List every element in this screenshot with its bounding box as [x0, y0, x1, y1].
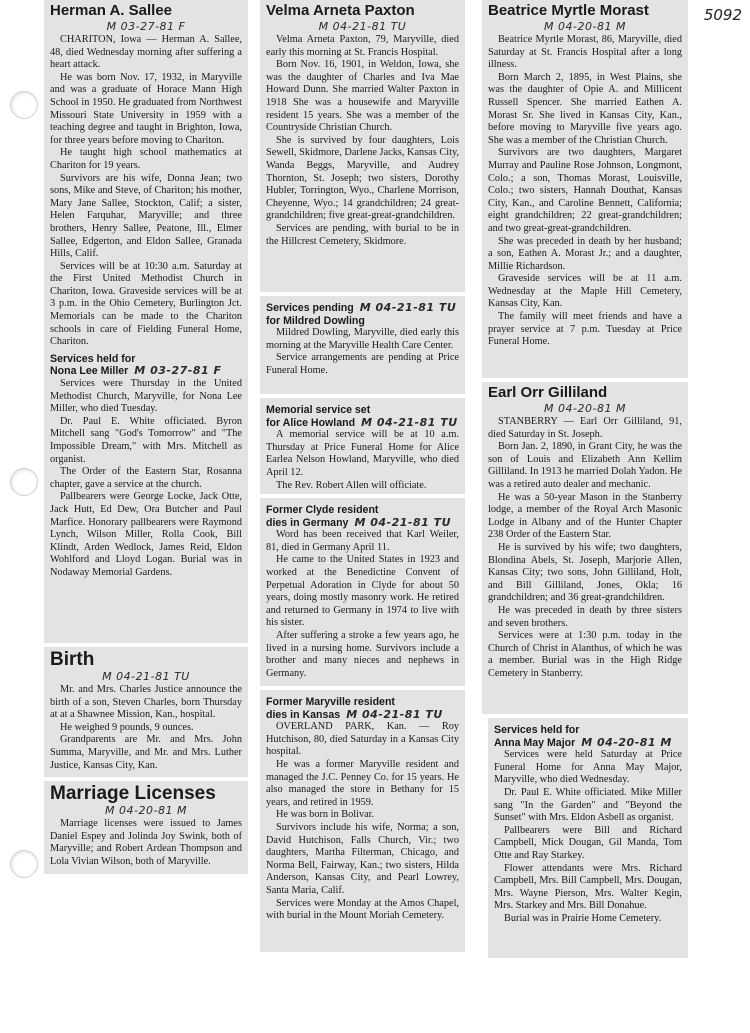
handwritten-date: M 04-20-81 M: [544, 402, 626, 415]
handwritten-date: M 04-21-81 TU: [346, 707, 443, 721]
paragraph: Dr. Paul E. White officiated. Byron Mitchell sang "God's Tomorrow" and "The Impossible Dream," with Mrs. Mitchell as organist.: [50, 415, 242, 465]
clipping-roy-hutchison: [260, 690, 465, 952]
obituary-body: [488, 34, 682, 349]
obituary-body: [494, 749, 682, 925]
paragraph: Pallbearers were George Locke, Jack Otte, Jack Hutt, Ed Dew, Ora Butcher and Paul Marfice. Honorary pallbearers were Raymond Lynch, Wilson Miller, Rolla Cook, Bill Klindt, Arden Wedlock, James Reid, Eldon Wohlford and Lloyd Logan. Burial was in Nodaway Memorial Gardens.: [50, 491, 242, 578]
paragraph: Services will be at 10:30 a.m. Saturday at the First United Methodist Church in Chariton, Iowa. Graveside services will be at 3 p.m. in the Ohio Cemetery, Burlington Jct. Memorials can be made to the Chariton schools in care of Fielding Funeral Home, Chariton.: [50, 260, 242, 348]
paragraph: He was preceded in death by three sisters and seven brothers.: [488, 604, 682, 629]
paragraph: Services are pending, with burial to be in the Hillcrest Cemetery, Skidmore.: [266, 222, 459, 247]
obituary-title: Services pending M 04-21-81 TU: [266, 301, 457, 314]
paragraph: He came to the United States in 1923 and worked at the Benedictine Convent of Perpetual Adoration in Clyde for about 50 years, doing mostly masonry work. He retired and returned to Germany in 1974 to live with his sister.: [266, 554, 459, 629]
handwritten-date: M 03-27-81 F: [106, 20, 186, 33]
paragraph: He was born Nov. 17, 1932, in Maryville and was a graduate of Horace Mann High School in 1950. He graduated from Northwest Missouri State University in 1959 with a teaching degree and taught in Brighton, Iowa, for three years before moving to Chariton.: [50, 71, 242, 146]
clipping-anna-may-major: [488, 718, 688, 958]
paragraph: Service arrangements are pending at Price Funeral Home.: [266, 352, 459, 376]
paragraph: The Order of the Eastern Star, Rosanna chapter, gave a service at the church.: [50, 466, 242, 490]
obituary-body: [266, 429, 459, 492]
binder-hole: [10, 850, 38, 878]
paragraph: Burial was in Prairie Home Cemetery.: [504, 912, 662, 924]
paragraph: Mildred Dowling, Maryville, died early this morning at the Maryville Health Care Center.: [266, 327, 459, 351]
obituary-body: [266, 721, 459, 923]
obituary-title: Memorial service set: [266, 404, 371, 416]
obituary-title: Beatrice Myrtle Morast: [488, 2, 649, 19]
paragraph: He is survived by his wife; two daughters, Blondina Abels, St. Joseph, Marjorie Allen, Kansas City; two sons, John Gilliland, Holt, and Bill Gilliland, Jones, Okla; 16 grandchildren; and 36 great-grandchildren.: [488, 541, 682, 604]
obituary-subtitle: for Mildred Dowling: [266, 314, 365, 327]
clipping-karl-weiler: [260, 498, 465, 686]
clipping-marriage-licenses: [44, 781, 248, 874]
paragraph: Survivors include his wife, Norma; a son, David Hutchison, Falls Church, Vir.; two daughters, Martha Filterman, Chicago, and Norma Bell, Fairway, Kan.; two sisters, Hilda Anderson, Kansas City, and Pearl Lowrey, Santa Maria, Calif.: [266, 821, 459, 896]
section-title: Birth: [50, 649, 95, 670]
obituary-body: [50, 34, 242, 349]
obituary-title: Velma Arneta Paxton: [266, 2, 415, 19]
paragraph: Mr. and Mrs. Charles Justice announce the birth of a son, Steven Charles, born Thursday at at a Shawnee Mission, Kan., hospital.: [50, 684, 242, 721]
paragraph: Services were Thursday in the United Methodist Church, Maryville, for Nona Lee Miller, who died Tuesday.: [50, 378, 242, 415]
paragraph: He was a former Maryville resident and managed the J.C. Penney Co. for 15 years. He also managed the store in Bethany for 15 years, and retired in 1959.: [266, 758, 459, 808]
paragraph: She was preceded in death by her husband; a son, Eathen A. Morast Jr.; and a daughter, Millie Richardson.: [488, 235, 682, 272]
clipping-birth: [44, 647, 248, 777]
paragraph: Beatrice Myrtle Morast, 86, Maryville, died Saturday at St. Francis Hospital after a long illness.: [488, 34, 682, 71]
paragraph: Graveside services will be at 11 a.m. Wednesday at the Maple Hill Cemetery, Kansas City, Kan.: [488, 273, 682, 310]
handwritten-date: M 04-20-81 M: [544, 20, 626, 33]
paragraph: He taught high school mathematics at Chariton for 19 years.: [50, 147, 242, 171]
obituary-subtitle: Nona Lee Miller M 03-27-81 F: [50, 364, 222, 378]
obituary-title: Former Maryville resident: [266, 696, 395, 708]
obituary-subtitle: Anna May Major M 04-20-81 M: [494, 735, 672, 749]
obituary-title: Former Clyde resident: [266, 504, 379, 516]
handwritten-date: M 04-21-81 TU: [361, 415, 458, 429]
handwritten-date: M 04-21-81 TU: [359, 301, 457, 314]
handwritten-date: M 03-27-81 F: [134, 364, 222, 378]
clipping-mildred-dowling: [260, 296, 465, 394]
paragraph: Pallbearers were Bill and Richard Campbell, Mick Dougan, Gil Manda, Tom Otte and Ray Starkey.: [494, 824, 682, 861]
obituary-title: Services held for: [494, 724, 580, 736]
paragraph: Services were Monday at the Amos Chapel, with burial in the Mount Moriah Cemetery.: [266, 897, 459, 922]
obituary-body: [266, 327, 459, 377]
paragraph: Marriage licenses were issued to James Daniel Espey and Jolinda Joy Swink, both of Maryville; and Robert Ardean Thompson and Lola Vivian Wilson, both of Maryville.: [50, 818, 242, 867]
handwritten-date: M 04-21-81 TU: [318, 20, 407, 33]
obituary-title: Herman A. Sallee: [50, 2, 172, 19]
paragraph: Dr. Paul E. White officiated. Mike Miller sang "In the Garden" and "Beyond the Sunset" with Mrs. Eldon Asbell as organist.: [494, 786, 682, 824]
obituary-subtitle: dies in Germany M 04-21-81 TU: [266, 515, 452, 529]
paragraph: Grandparents are Mr. and Mrs. John Summa, Maryville, and Mr. and Mrs. Luther Justice, Kansas City, Kan.: [50, 734, 242, 771]
obituary-body: [50, 378, 242, 580]
paragraph: Word has been received that Karl Weiler, 81, died in Germany April 11.: [266, 529, 459, 553]
paragraph: Born Jan. 2, 1890, in Grant City, he was the son of Louis and Elizabeth Ann Kellim Gilliland. In 1913 he married Dolah Yadon. He was a retired auto dealer and mechanic.: [488, 441, 682, 490]
paragraph: He was born in Bolivar.: [276, 809, 375, 821]
clipping-herman-sallee: [44, 0, 248, 643]
paragraph: He was a 50-year Mason in the Stanberry lodge, a member of the Royal Arch Masonic Lodge in Albany and of the Hunter Chapter 238 Order of the Eastern Star.: [488, 491, 682, 541]
handwritten-date: M 04-21-81 TU: [354, 515, 452, 529]
binder-hole: [10, 468, 38, 496]
obituary-title: Services held for: [50, 352, 136, 365]
clipping-alice-howland: [260, 398, 465, 494]
paragraph: STANBERRY — Earl Orr Gilliland, 91, died Saturday in St. Joseph.: [488, 416, 682, 440]
handwritten-date: M 04-20-81 M: [105, 804, 187, 817]
obituary-body: [266, 34, 459, 248]
obituary-subtitle: dies in Kansas M 04-21-81 TU: [266, 707, 443, 721]
paragraph: Born March 2, 1895, in West Plains, she was the daughter of Opie A. and Millicent Russell Spencer. She married Eathen A. Morast Sr. She lived in Kansas City, Kan., before moving to Maryville five years ago. She was a member of the Christian Church.: [488, 71, 682, 146]
notice-body: [50, 818, 242, 868]
page-number: 5092: [703, 6, 742, 24]
handwritten-date: M 04-21-81 TU: [102, 670, 190, 683]
clipping-velma-paxton: [260, 0, 465, 292]
obituary-subtitle: for Alice Howland M 04-21-81 TU: [266, 415, 458, 429]
paragraph: Survivors are two daughters, Margaret Murray and Pauline Rose Johnson, Longmont, Colo.; a son, Thomas Morast, Louisville, Colo.; two sisters, Hannah Douthat, Kansas City, Kan., and Caroline Bennett, California; eight grandchildren; 22 great-grandchildren; and two great-great-grandchildren.: [488, 147, 682, 234]
paragraph: A memorial service will be at 10 a.m. Thursday at Price Funeral Home for Alice Earlea Nelson Howland, Maryville, who died April 12.: [266, 429, 459, 478]
paragraph: Survivors are his wife, Donna Jean; two sons, Mike and Steve, of Chariton; his mother, Mary Jane Sallee, Stockton, Calif; a sister, Helen Farquhar, Maryville; and three brothers, Henry Sallee, Peatone, Ill., Elmer Sallee, Edgerton, and Eldon Sallee, Granada Hills, Calif.: [50, 172, 242, 260]
paragraph: Flower attendants were Mrs. Richard Campbell, Mrs. Bill Campbell, Mrs. Dougan, Mrs. Wayne Pierson, Mrs. Walter Kegin, Mrs. Starkey and Mrs. Bill Donahue.: [494, 862, 682, 912]
paragraph: Born Nov. 16, 1901, in Weldon, Iowa, she was the daughter of Charles and Iva Mae Howard Dunn. She married Walter Paxton in 1918 She was a housewife and Maryville resident 15 years. She was a member of the Countryside Christian Church.: [266, 59, 459, 134]
paragraph: She is survived by four daughters, Lois Sewell, Skidmore, Darlene Jacks, Kansas City, Wanda Beggs, Maryville, and Audrey Thornton, St. Joseph; two sisters, Dorothy Hubler, Torrington, Wyo., Charlene Morrison, Cheyenne, Wyo.; 14 grandchildren; 24 great-grandchildren; five great-great-grandchildren.: [266, 134, 459, 222]
paragraph: After suffering a stroke a few years ago, he lived in a nursing home. Survivors include a brother and many nieces and nephews in Germany.: [266, 629, 459, 679]
obituary-title: Earl Orr Gilliland: [488, 384, 608, 401]
binder-hole: [10, 91, 38, 119]
notice-body: [50, 684, 242, 772]
obituary-body: [488, 416, 682, 680]
clipping-earl-gilliland: [482, 382, 688, 714]
paragraph: OVERLAND PARK, Kan. — Roy Hutchison, 80, died Saturday in a Kansas City hospital.: [266, 721, 459, 758]
section-title: Marriage Licenses: [50, 783, 216, 804]
handwritten-date: M 04-20-81 M: [581, 735, 672, 749]
paragraph: Services were at 1:30 p.m. today in the Church of Christ in Alanthus, of which he was a member. Burial was in the High Ridge Cemetery in Stanberry.: [488, 630, 682, 679]
paragraph: Velma Arneta Paxton, 79, Maryville, died early this morning at St. Francis Hospital.: [266, 34, 459, 58]
clipping-beatrice-morast: [482, 0, 688, 378]
paragraph: The Rev. Robert Allen will officiate.: [276, 479, 427, 491]
paragraph: The family will meet friends and have a prayer service at 7 p.m. Tuesday at Price Funeral Home.: [488, 311, 682, 348]
paragraph: Services were held Saturday at Price Funeral Home for Anna May Major, Maryville, who died Wednesday.: [494, 749, 682, 786]
paragraph: CHARITON, Iowa — Herman A. Sallee, 48, died Wednesday morning after suffering a heart attack.: [50, 34, 242, 71]
paragraph: He weighed 9 pounds, 9 ounces.: [60, 721, 194, 733]
obituary-body: [266, 529, 459, 680]
